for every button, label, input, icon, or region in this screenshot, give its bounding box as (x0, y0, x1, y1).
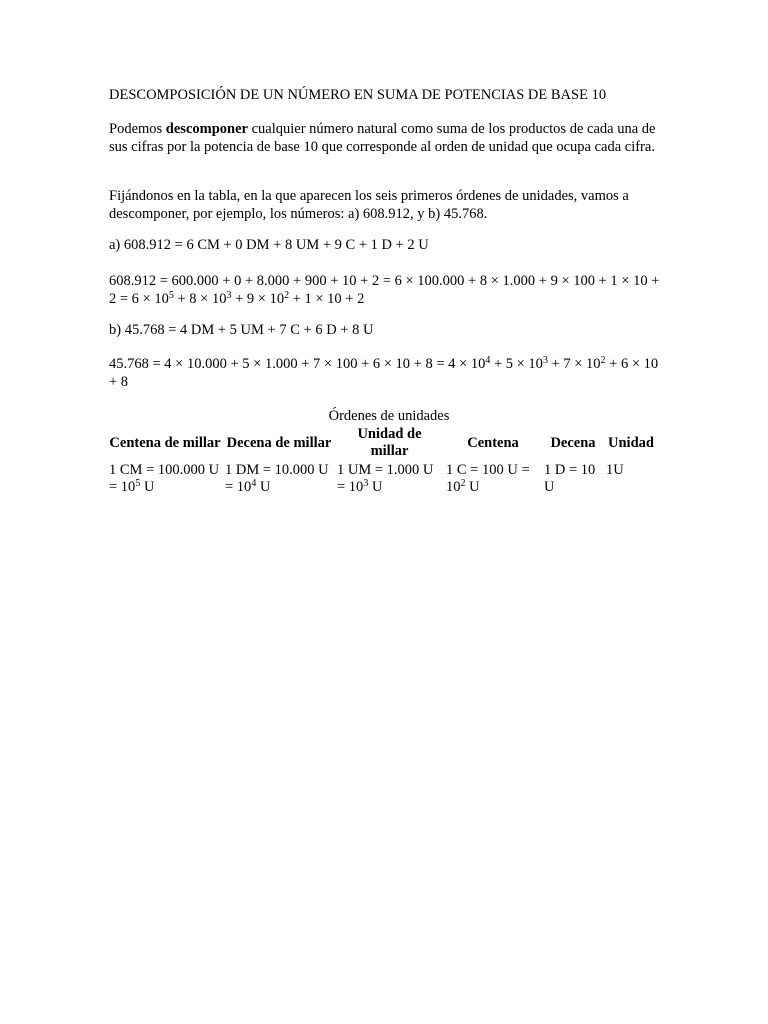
document-title: DESCOMPOSICIÓN DE UN NÚMERO EN SUMA DE POTENCIAS DE BASE 10 (109, 87, 607, 103)
cell-text: 1 CM = 100.000 U = 10 (109, 462, 220, 495)
example-b-segment: + 5 × 10 (490, 356, 543, 372)
cell-centena-de-millar (107, 461, 223, 497)
example-a-expansion (109, 272, 665, 308)
table-caption: Órdenes de unidades (328, 408, 450, 424)
intro-text-end: cualquier número natural como suma de los productos de cada una de sus cifras por la potencia de base 10 que corresponde al orden de unidad que ocupa cada cifra. (109, 121, 656, 155)
cell-decena: 1 D = 10 U (544, 462, 596, 495)
example-a-segment: + 9 × 10 (231, 291, 285, 307)
cell-text: U (256, 479, 271, 495)
header-centena: Centena (467, 434, 519, 451)
example-b-expansion (109, 355, 665, 391)
example-b-segment: 45.768 = 4 × 10.000 + 5 × 1.000 + 7 × 100 + 6 × 10 + 8 = 4 × 10 (109, 356, 486, 372)
header-unidad-de-millar: Unidad de millar (357, 426, 422, 459)
intro-text-start: Podemos (109, 121, 166, 137)
example-b-orders: b) 45.768 = 4 DM + 5 UM + 7 C + 6 D + 8 U (109, 322, 374, 338)
example-b-segment: + 6 × 10 + 8 (109, 356, 659, 390)
exponent: 3 (226, 290, 232, 301)
cell-decena-de-millar (223, 461, 335, 497)
example-a-segment: + 8 × 10 (173, 291, 227, 307)
cell-text: 1 DM = 10.000 U = 10 (225, 462, 329, 495)
exponent: 2 (460, 478, 466, 489)
example-a-segment: + 1 × 10 + 2 (289, 291, 365, 307)
header-decena-de-millar: Decena de millar (226, 434, 332, 451)
exponent: 2 (600, 355, 606, 366)
exponent: 5 (135, 478, 141, 489)
table-row (107, 461, 658, 497)
exponent: 5 (168, 290, 174, 301)
header-decena: Decena (550, 434, 596, 451)
cell-text: U (140, 479, 155, 495)
intro-paragraph (109, 120, 665, 156)
header-unidad: Unidad (608, 434, 654, 451)
exponent: 3 (542, 355, 548, 366)
table-header-row (107, 425, 658, 461)
cell-text: 1 UM = 1.000 U = 10 (337, 462, 434, 495)
exponent: 4 (251, 478, 257, 489)
exponent: 2 (284, 290, 290, 301)
table-intro-paragraph: Fijándonos en la tabla, en la que aparecen los seis primeros órdenes de unidades, vamos a descomponer, por ejemplo, los números: a) 608.912, y b) 45.768. (109, 188, 629, 222)
intro-bold-term: descomponer (165, 121, 248, 137)
cell-text: 1 C = 100 U = 10 (446, 462, 530, 495)
cell-unidad-de-millar (335, 461, 444, 497)
cell-centena (444, 461, 542, 497)
cell-text: U (368, 479, 383, 495)
header-centena-de-millar: Centena de millar (109, 434, 221, 451)
example-b-segment: + 7 × 10 (547, 356, 601, 372)
exponent: 4 (485, 355, 491, 366)
example-a-segment: 608.912 = 600.000 + 0 + 8.000 + 900 + 10 + 2 = 6 × 100.000 + 8 × 1.000 + 9 × 100 + 1 × 10 + 2 = 6 × 10 (109, 273, 660, 307)
exponent: 3 (363, 478, 369, 489)
cell-text: U (465, 479, 480, 495)
example-a-orders: a) 608.912 = 6 CM + 0 DM + 8 UM + 9 C + 1 D + 2 U (109, 237, 429, 253)
orders-table (107, 425, 658, 497)
cell-unidad: 1U (606, 462, 624, 478)
